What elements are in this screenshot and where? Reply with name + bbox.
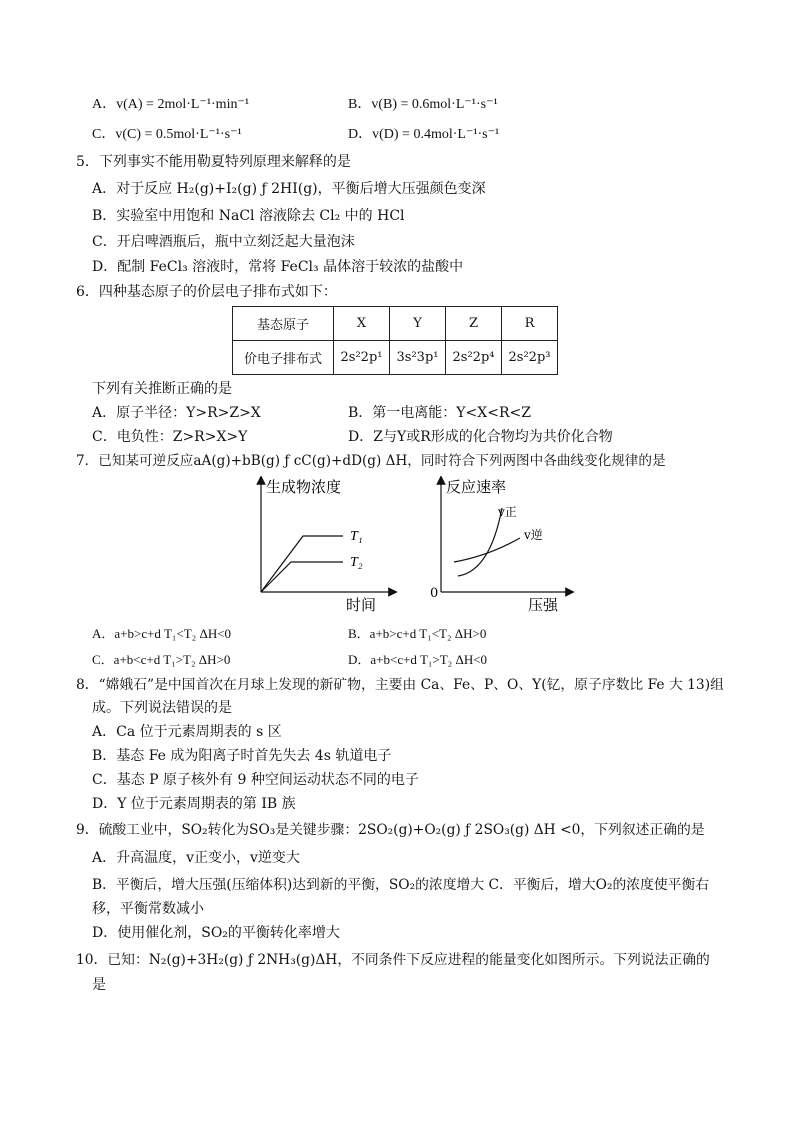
q10-stem-line2: 是 <box>92 977 106 993</box>
q9-option-b-line1: B．平衡后，增大压强(压缩体积)达到新的平衡，SO₂的浓度增大 C．平衡后，增大O₂的浓度使平衡右 <box>92 877 710 893</box>
q4-option-d: D．v(D) = 0.4mol·L⁻¹·s⁻¹ <box>348 127 500 142</box>
q6-option-b: B．第一电离能：Y<X<R<Z <box>348 405 531 421</box>
q8-stem-line1: 8．“嫦娥石”是中国首次在月球上发现的新矿物，主要由 Ca、Fe、P、O、Y(钇，原子序数比 Fe 大 13)组 <box>76 677 724 693</box>
t1-curve <box>261 536 343 592</box>
q6-option-d: D．Z与Y或R形成的化合物均为共价化合物 <box>348 429 613 445</box>
chart2-ylabel: 反应速率 <box>446 478 507 496</box>
v-forward-curve <box>458 508 502 576</box>
t2-label: T₂ <box>350 555 363 570</box>
v-reverse-curve <box>454 538 520 562</box>
chart2-origin: 0 <box>430 586 439 601</box>
t1-label: T₁ <box>350 529 363 544</box>
q10-stem-line1: 10．已知：N₂(g)+3H₂(g) ƒ 2NH₃(g)ΔH，不同条件下反应进程的能量变化如图所示。下列说法正确的 <box>76 952 710 968</box>
q6-stem: 6．四种基态原子的价层电子排布式如下： <box>76 284 337 300</box>
table-cell: 价电子排布式 <box>233 341 334 375</box>
q9-option-d: D．使用催化剂，SO₂的平衡转化率增大 <box>92 925 340 941</box>
q4-option-c: C．v(C) = 0.5mol·L⁻¹·s⁻¹ <box>92 127 242 142</box>
table-row <box>233 341 558 375</box>
electron-config-table <box>232 306 558 375</box>
q9-option-a: A．升高温度，v正变小，v逆变大 <box>92 850 300 866</box>
q5-option-d: D．配制 FeCl₃ 溶液时，常将 FeCl₃ 晶体溶于较浓的盐酸中 <box>92 259 464 275</box>
concentration-time-graph <box>248 476 398 616</box>
q6-option-a: A．原子半径：Y>R>Z>X <box>92 405 261 421</box>
q7-option-b: B．a+b>c+d T₁<T₂ ΔH>0 <box>348 626 487 641</box>
chart1-ylabel: 生成物浓度 <box>266 478 342 496</box>
q8-option-d: D．Y 位于元素周期表的第 ⅠB 族 <box>92 796 296 812</box>
q8-stem-line2: 成。下列说法错误的是 <box>92 700 232 716</box>
v-forward-label: v正 <box>498 505 517 519</box>
q7-option-a: A．a+b>c+d T₁<T₂ ΔH<0 <box>92 626 232 641</box>
q9-option-b-line2: 移，平衡常数减小 <box>92 901 204 917</box>
table-cell: Z <box>446 307 502 341</box>
chart2-xlabel: 压强 <box>528 596 559 614</box>
table-cell: 3s²3p¹ <box>390 341 446 375</box>
table-cell: 2s²2p³ <box>502 341 558 375</box>
q8-option-b: B．基态 Fe 成为阳离子时首先失去 4s 轨道电子 <box>92 748 392 764</box>
table-cell: X <box>334 307 390 341</box>
q8-option-c: C．基态 P 原子核外有 9 种空间运动状态不同的电子 <box>92 772 419 788</box>
q5-option-c: C．开启啤酒瓶后，瓶中立刻泛起大量泡沫 <box>92 234 355 250</box>
q4-option-b: B．v(B) = 0.6mol·L⁻¹·s⁻¹ <box>348 97 498 112</box>
table-row <box>233 307 558 341</box>
q9-stem: 9．硫酸工业中，SO₂转化为SO₃是关键步骤：2SO₂(g)+O₂(g) ƒ 2SO₃(g) ΔH <0，下列叙述正确的是 <box>76 822 705 838</box>
q6-option-c: C．电负性：Z>R>X>Y <box>92 429 248 445</box>
rate-pressure-graph <box>428 476 578 616</box>
v-reverse-label: v逆 <box>524 528 543 542</box>
table-cell: 基态原子 <box>233 307 334 341</box>
table-cell: Y <box>390 307 446 341</box>
q5-option-a: A．对于反应 H₂(g)+I₂(g) ƒ 2HI(g)，平衡后增大压强颜色变深 <box>92 181 486 197</box>
q7-option-d: D．a+b<c+d T₁>T₂ ΔH<0 <box>348 652 488 667</box>
q7-option-c: C．a+b<c+d T₁>T₂ ΔH>0 <box>92 652 231 667</box>
chart1-xlabel: 时间 <box>346 596 377 614</box>
table-cell: 2s²2p⁴ <box>446 341 502 375</box>
q8-option-a: A．Ca 位于元素周期表的 s 区 <box>92 724 282 740</box>
t2-curve <box>261 562 343 592</box>
q5-option-b: B．实验室中用饱和 NaCl 溶液除去 Cl₂ 中的 HCl <box>92 208 405 224</box>
q6-prompt: 下列有关推断正确的是 <box>92 381 232 397</box>
table-cell: R <box>502 307 558 341</box>
table-cell: 2s²2p¹ <box>334 341 390 375</box>
q5-stem: 5．下列事实不能用勒夏特列原理来解释的是 <box>76 154 351 170</box>
q4-option-a: A．v(A) = 2mol·L⁻¹·min⁻¹ <box>92 97 250 112</box>
q7-stem: 7．已知某可逆反应aA(g)+bB(g) ƒ cC(g)+dD(g) ΔH，同时符合下列两图中各曲线变化规律的是 <box>76 453 666 469</box>
